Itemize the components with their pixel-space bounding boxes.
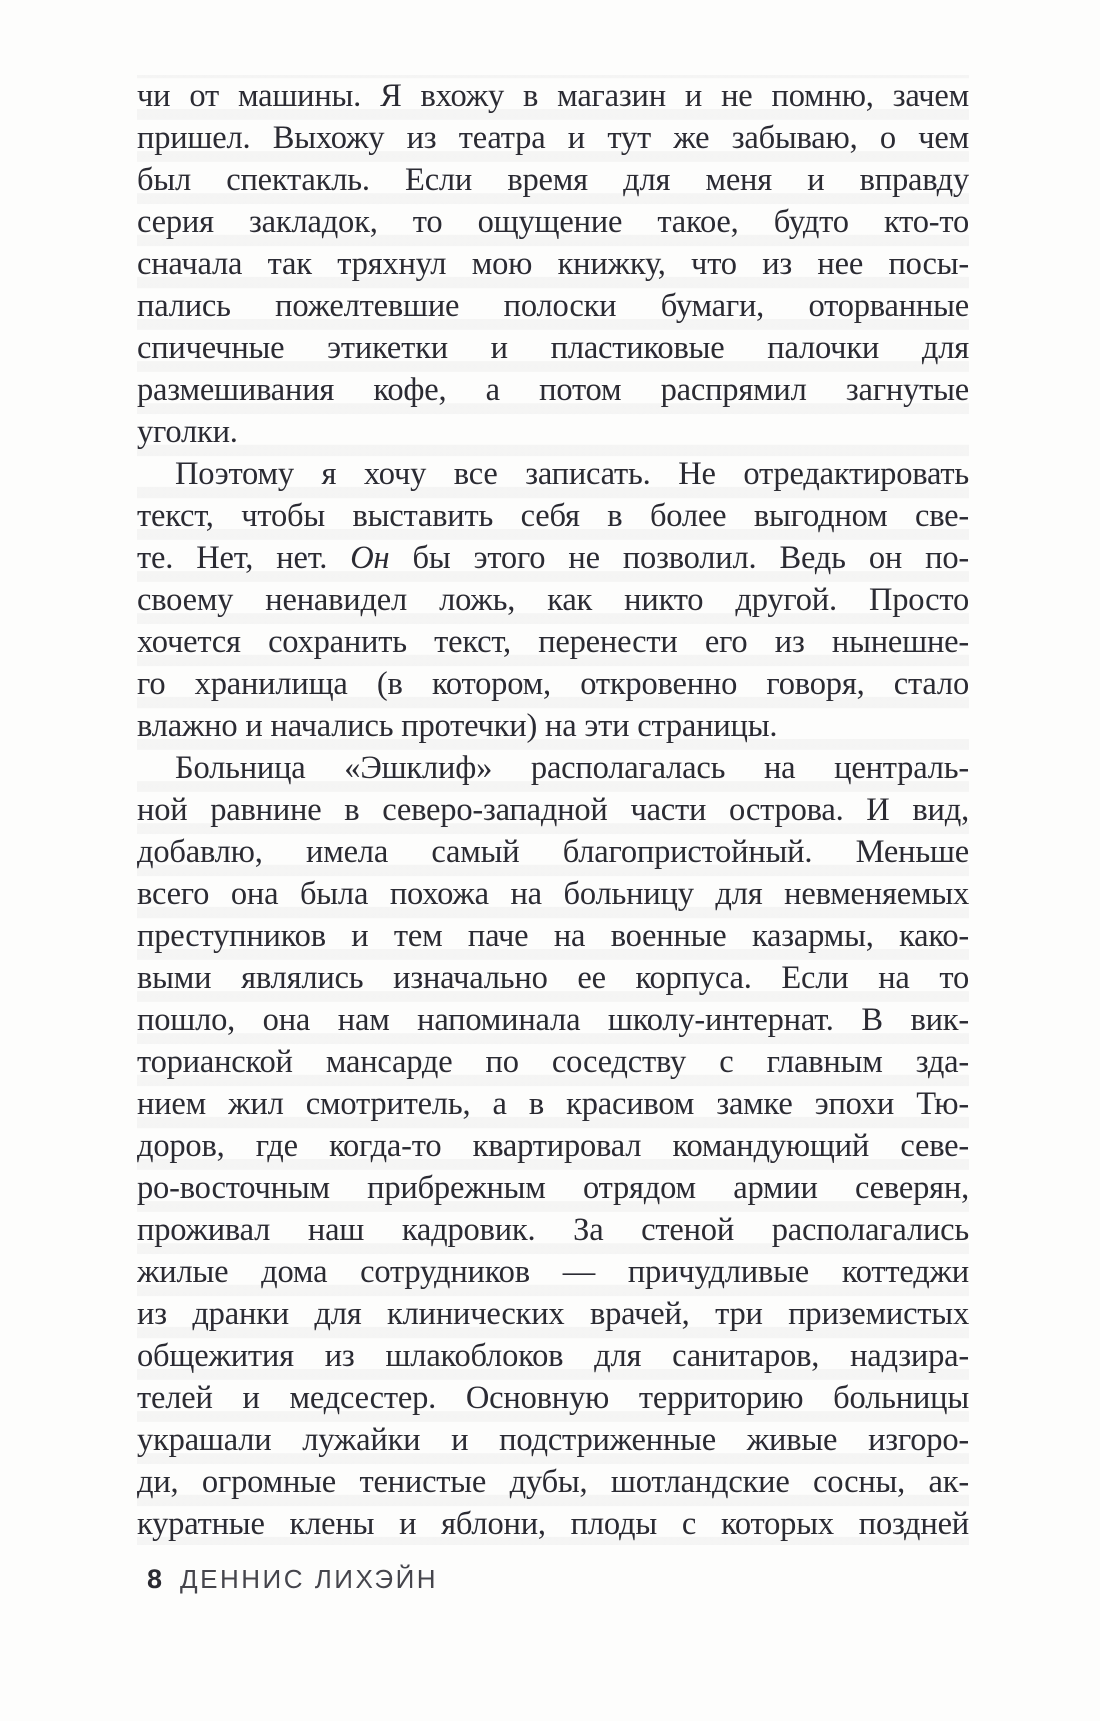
text-line: добавлю, имела самый благопристойный. Меньше: [137, 834, 969, 870]
text-line: серия закладок, то ощущение такое, будто кто-то: [137, 204, 969, 240]
text-line: ро-восточным прибрежным отрядом армии северян,: [137, 1170, 969, 1206]
text-line: общежития из шлакоблоков для санитаров, надзира-: [137, 1338, 969, 1374]
text-line: го хранилища (в котором, откровенно говоря, стало: [137, 666, 969, 702]
text-line: нием жил смотритель, а в красивом замке эпохи Тю-: [137, 1086, 969, 1122]
text-line: Поэтому я хочу все записать. Не отредактировать: [175, 456, 969, 492]
text-line: телей и медсестер. Основную территорию больницы: [137, 1380, 969, 1416]
text-line: Больница «Эшклиф» располагалась на централь-: [175, 750, 969, 786]
text-line: ной равнине в северо-западной части острова. И вид,: [137, 792, 969, 828]
text-line: пришел. Выхожу из театра и тут же забываю, о чем: [137, 120, 969, 156]
page-number: 8: [147, 1564, 164, 1594]
running-title: ДЕННИС ЛИХЭЙН: [180, 1564, 439, 1594]
text-segment: те. Нет, нет.: [137, 540, 351, 576]
text-line: преступников и тем паче на военные казармы, како-: [137, 918, 969, 954]
text-line: доров, где когда-то квартировал командующий севе-: [137, 1128, 969, 1164]
text-line: сначала так тряхнул мою книжку, что из нее посы-: [137, 246, 969, 282]
text-line: жилые дома сотрудников — причудливые коттеджи: [137, 1254, 969, 1290]
text-line: торианской мансарде по соседству с главным зда-: [137, 1044, 969, 1080]
text-line: своему ненавидел ложь, как никто другой. Просто: [137, 582, 969, 618]
text-line: куратные клены и яблони, плоды с которых поздней: [137, 1506, 969, 1542]
emphasized-text: Он: [350, 540, 390, 576]
text-line: ди, огромные тенистые дубы, шотландские сосны, ак-: [137, 1464, 969, 1500]
text-segment: бы этого не позволил. Ведь он по-: [389, 540, 969, 576]
text-line: был спектакль. Если время для меня и вправду: [137, 162, 969, 198]
text-line: размешивания кофе, а потом распрямил загнутые: [137, 372, 969, 408]
text-line: пошло, она нам напоминала школу-интернат. В вик-: [137, 1002, 969, 1038]
text-line: спичечные этикетки и пластиковые палочки для: [137, 330, 969, 366]
text-line: уголки.: [137, 414, 238, 450]
text-line: текст, чтобы выставить себя в более выгодном све-: [137, 498, 969, 534]
text-line: выми являлись изначально ее корпуса. Если на то: [137, 960, 969, 996]
text-line: проживал наш кадровик. За стеной располагались: [137, 1212, 969, 1248]
text-line: чи от машины. Я вхожу в магазин и не помню, зачем: [137, 78, 969, 114]
text-line: пались пожелтевшие полоски бумаги, оторванные: [137, 288, 969, 324]
text-line: влажно и начались протечки) на эти страницы.: [137, 708, 778, 744]
text-line: хочется сохранить текст, перенести его из нынешне-: [137, 624, 969, 660]
text-line: всего она была похожа на больницу для невменяемых: [137, 876, 969, 912]
page-footer: [147, 1564, 438, 1594]
text-line: из дранки для клинических врачей, три приземистых: [137, 1296, 969, 1332]
page-text-block: [137, 75, 969, 1545]
text-line: украшали лужайки и подстриженные живые изгоро-: [137, 1422, 969, 1458]
text-line: [137, 537, 969, 579]
